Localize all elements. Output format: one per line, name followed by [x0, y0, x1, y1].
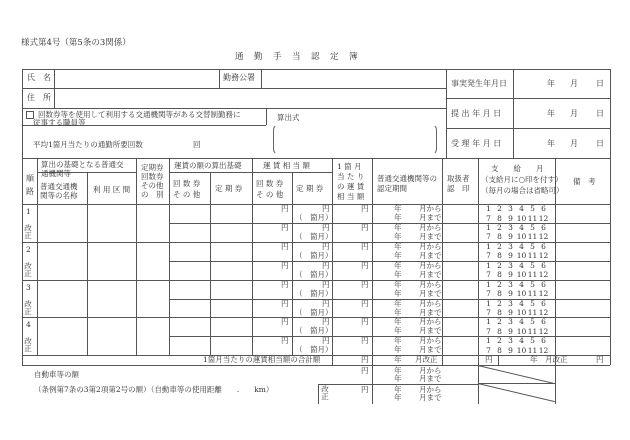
month-option[interactable]: 11: [527, 213, 538, 223]
car-year-to-1: 年: [394, 374, 402, 383]
fare-pass-cell[interactable]: [211, 299, 251, 318]
pay-month-selector[interactable]: [483, 317, 549, 336]
month-option[interactable]: 2: [497, 298, 502, 308]
office-field[interactable]: [262, 70, 445, 87]
receipt-date-label: 受 理 年 月 日: [451, 139, 502, 148]
row-label: 1: [26, 207, 31, 216]
equiv-pass-yen: 円: [322, 260, 330, 270]
fare-coupon-cell[interactable]: [170, 204, 210, 223]
month-option[interactable]: 12: [538, 270, 549, 280]
month-option[interactable]: 7: [486, 270, 491, 280]
col-handler-seal: 取扱者 認 印: [447, 174, 470, 193]
table-row: [22, 336, 610, 355]
month-option[interactable]: 4: [519, 222, 524, 232]
month-option[interactable]: 11: [527, 345, 538, 355]
month-option[interactable]: 5: [530, 317, 535, 327]
month-option[interactable]: 7: [486, 251, 491, 261]
col-ticket-type: 定期券 回数券 その他 の 別: [141, 163, 164, 199]
month-option[interactable]: 7: [486, 345, 491, 355]
equiv-coupon-yen: 円: [281, 241, 289, 251]
month-option[interactable]: 1: [486, 298, 491, 308]
fare-pass-cell[interactable]: [211, 336, 251, 355]
pay-month-selector[interactable]: [483, 280, 549, 299]
period-from: 月から: [419, 241, 442, 251]
table-row: [22, 299, 610, 318]
month-option[interactable]: 9: [508, 213, 513, 223]
fact-date-field[interactable]: 年 月 日: [547, 79, 604, 88]
month-option[interactable]: 12: [538, 345, 549, 355]
period-from: 月から: [419, 336, 442, 346]
month-option[interactable]: 3: [508, 279, 513, 289]
formula-field[interactable]: [273, 124, 437, 155]
car-year-from-2: 年: [394, 385, 402, 394]
equiv-coupon-yen: 円: [281, 222, 289, 232]
month-option[interactable]: 1: [486, 222, 491, 232]
month-option[interactable]: 8: [497, 213, 502, 223]
monthly-equiv-yen: 円: [361, 222, 369, 232]
total-yen: 円: [361, 355, 369, 364]
car-year-to-2: 年: [394, 393, 402, 402]
equiv-pass-yen: 円: [322, 279, 330, 289]
row-label: 改正: [23, 299, 33, 315]
period-from: 月から: [419, 279, 442, 289]
month-option[interactable]: 2: [497, 222, 502, 232]
period-year-from: 年: [394, 298, 402, 308]
car-to-2: 月まで: [419, 393, 442, 402]
equiv-pass-yen: 円: [322, 222, 330, 232]
form-number: 様式第4号（第5条の3関係）: [21, 38, 131, 48]
period-year-to: 年: [394, 326, 402, 336]
month-option[interactable]: 9: [508, 270, 513, 280]
month-option[interactable]: 6: [541, 222, 546, 232]
month-option[interactable]: 12: [538, 308, 549, 317]
receipt-date-field[interactable]: 年 月 日: [547, 139, 604, 148]
handler-seal-cell[interactable]: [443, 336, 478, 355]
period-year-from: 年: [394, 317, 402, 327]
equiv-pass-months: （ 箇月）: [295, 288, 333, 298]
equiv-pass-months: （ 箇月）: [295, 269, 333, 279]
period-to: 月まで: [419, 231, 442, 241]
car-from-1: 月から: [419, 366, 442, 375]
fare-coupon-cell[interactable]: [170, 280, 210, 299]
name-label: 氏 名: [27, 73, 51, 82]
car-year-from-1: 年: [394, 366, 402, 375]
month-option[interactable]: 10: [516, 326, 527, 336]
month-option[interactable]: 3: [508, 317, 513, 327]
page-title: 通 勤 手 当 認 定 簿: [235, 52, 359, 62]
month-option[interactable]: 1: [486, 279, 491, 289]
table-row: [22, 261, 610, 280]
pay-month-selector[interactable]: [483, 223, 549, 242]
equiv-pass-yen: 円: [322, 241, 330, 251]
month-option[interactable]: 5: [530, 222, 535, 232]
month-option[interactable]: 2: [497, 279, 502, 289]
total-pay-revised: 月改正: [545, 355, 568, 364]
total-label: 1箇月当たりの運賃相当額の合計額: [203, 355, 321, 364]
table-row: [22, 242, 610, 261]
period-year-to: 年: [394, 307, 402, 317]
col-pay-month-note1: （支給月に○印を付す）: [481, 175, 563, 184]
period-year-to: 年: [394, 345, 402, 355]
month-option[interactable]: 10: [516, 289, 527, 299]
col-route: 順 路: [26, 174, 34, 196]
handler-seal-cell[interactable]: [443, 261, 478, 280]
period-from: 月から: [419, 222, 442, 232]
month-option[interactable]: 8: [497, 251, 502, 261]
col-fare-pass: 定 期 券: [215, 184, 243, 193]
fact-date-label: 事実発生年月日: [451, 79, 507, 88]
total-pay-yen: 円: [485, 355, 493, 364]
car-yen-1: 円: [361, 366, 369, 375]
total-pay-year: 年: [530, 355, 538, 364]
equiv-pass-months: （ 箇月）: [295, 250, 333, 260]
period-from: 月から: [419, 204, 442, 213]
month-option[interactable]: 1: [486, 241, 491, 251]
monthly-equiv-yen: 円: [361, 317, 369, 327]
monthly-equiv-yen: 円: [361, 298, 369, 308]
fare-pass-cell[interactable]: [211, 242, 251, 261]
month-option[interactable]: 2: [497, 317, 502, 327]
month-option[interactable]: 2: [497, 204, 502, 213]
col-approval-period: 普通交通機関等の 認定期間: [377, 174, 437, 193]
month-option[interactable]: 12: [538, 213, 549, 223]
period-year-to: 年: [394, 288, 402, 298]
name-field[interactable]: [55, 70, 218, 87]
pay-month-selector[interactable]: [483, 261, 549, 280]
submit-date-label: 提 出 年 月 日: [451, 109, 502, 118]
equiv-coupon-yen: 円: [281, 204, 289, 213]
month-option[interactable]: 6: [541, 279, 546, 289]
monthly-equiv-yen: 円: [361, 279, 369, 289]
period-year-to: 年: [394, 269, 402, 279]
month-option[interactable]: 8: [497, 345, 502, 355]
car-yen-2: 円: [361, 385, 369, 394]
period-year-to: 年: [394, 213, 402, 222]
month-option[interactable]: 9: [508, 251, 513, 261]
fare-pass-cell[interactable]: [211, 261, 251, 280]
month-option[interactable]: 12: [538, 232, 549, 242]
equiv-pass-yen: 円: [322, 204, 330, 213]
avg-trips-label: 平均1箇月当たりの通勤所要回数: [33, 140, 143, 149]
equiv-coupon-yen: 円: [281, 336, 289, 346]
car-revised-label: 改正: [320, 385, 330, 400]
period-to: 月まで: [419, 269, 442, 279]
month-option[interactable]: 5: [530, 298, 535, 308]
table-row: [22, 280, 610, 299]
table-row: [22, 223, 610, 242]
month-option[interactable]: 4: [519, 317, 524, 327]
col-fare-equiv: 運 賃 相 当 額: [263, 161, 311, 170]
month-option[interactable]: 10: [516, 213, 527, 223]
month-option[interactable]: 12: [538, 326, 549, 336]
avg-trips-unit: 回: [193, 140, 201, 149]
month-option[interactable]: 9: [508, 326, 513, 336]
row-label: 改正: [23, 223, 33, 239]
col-pay-month: 支 給 月: [491, 164, 544, 173]
pay-month-selector[interactable]: [483, 204, 549, 223]
fare-coupon-cell[interactable]: [170, 242, 210, 261]
equiv-coupon-yen: 円: [281, 279, 289, 289]
month-option[interactable]: 7: [486, 289, 491, 299]
month-option[interactable]: 4: [519, 279, 524, 289]
month-option[interactable]: 9: [508, 345, 513, 355]
month-option[interactable]: 10: [516, 270, 527, 280]
period-to: 月まで: [419, 345, 442, 355]
handler-seal-cell[interactable]: [443, 223, 478, 242]
month-option[interactable]: 6: [541, 241, 546, 251]
month-option[interactable]: 11: [527, 308, 538, 317]
month-option[interactable]: 3: [508, 204, 513, 213]
total-revised: 月改正: [415, 355, 438, 364]
period-year-from: 年: [394, 241, 402, 251]
month-option[interactable]: 10: [516, 308, 527, 317]
month-option[interactable]: 6: [541, 298, 546, 308]
month-option[interactable]: 11: [527, 326, 538, 336]
col-transport-basis: 算出の基礎となる普通交 通機関等: [41, 160, 124, 178]
period-year-to: 年: [394, 231, 402, 241]
month-option[interactable]: 3: [508, 241, 513, 251]
period-year-from: 年: [394, 279, 402, 289]
period-to: 月まで: [419, 288, 442, 298]
month-option[interactable]: 11: [527, 251, 538, 261]
month-option[interactable]: 11: [527, 232, 538, 242]
col-section: 利 用 区 間: [93, 185, 131, 194]
col-fare-basis: 運賃の額の算出基礎: [174, 161, 242, 170]
period-year-from: 年: [394, 260, 402, 270]
equiv-pass-months: （ 箇月）: [295, 213, 333, 222]
month-option[interactable]: 3: [508, 222, 513, 232]
month-option[interactable]: 5: [530, 336, 535, 346]
fare-pass-cell[interactable]: [211, 317, 251, 336]
handler-seal-cell[interactable]: [443, 280, 478, 299]
month-option[interactable]: 10: [516, 345, 527, 355]
equiv-pass-yen: 円: [322, 317, 330, 327]
month-option[interactable]: 4: [519, 336, 524, 346]
month-option[interactable]: 5: [530, 279, 535, 289]
shift-checkbox-label: 回数券等を使用して利用する交通機関等がある交替制勤務に: [38, 110, 241, 119]
month-option[interactable]: 11: [527, 289, 538, 299]
month-option[interactable]: 3: [508, 336, 513, 346]
fare-pass-cell[interactable]: [211, 223, 251, 242]
fare-pass-cell[interactable]: [211, 204, 251, 223]
month-option[interactable]: 7: [486, 308, 491, 317]
equiv-coupon-yen: 円: [281, 317, 289, 327]
fare-coupon-cell[interactable]: [170, 223, 210, 242]
handler-seal-cell[interactable]: [443, 317, 478, 336]
fare-coupon-cell[interactable]: [170, 261, 210, 280]
period-to: 月まで: [419, 250, 442, 260]
month-option[interactable]: 8: [497, 308, 502, 317]
fare-coupon-cell[interactable]: [170, 299, 210, 318]
month-option[interactable]: 4: [519, 204, 524, 213]
monthly-equiv-yen: 円: [361, 260, 369, 270]
month-option[interactable]: 10: [516, 251, 527, 261]
col-monthly-equiv: 1 箇 月 当 た り の 運 賃 相 当 額: [337, 162, 365, 201]
monthly-equiv-yen: 円: [361, 336, 369, 346]
address-label: 住 所: [27, 93, 51, 102]
month-option[interactable]: 2: [497, 336, 502, 346]
month-option[interactable]: 9: [508, 308, 513, 317]
col-equiv-coupon: 回 数 券 そ の 他: [256, 179, 284, 199]
period-from: 月から: [419, 298, 442, 308]
month-option[interactable]: 2: [497, 241, 502, 251]
month-option[interactable]: 1: [486, 204, 491, 213]
address-field[interactable]: [55, 89, 445, 107]
month-option[interactable]: 11: [527, 270, 538, 280]
period-year-from: 年: [394, 222, 402, 232]
total-year: 年: [394, 355, 402, 364]
month-option[interactable]: 10: [516, 232, 527, 242]
period-to: 月まで: [419, 213, 442, 222]
handler-seal-cell[interactable]: [443, 204, 478, 223]
total-remarks-yen: 円: [596, 355, 604, 364]
col-equiv-pass: 定 期 券: [296, 184, 324, 193]
row-label: 2: [26, 244, 31, 254]
monthly-equiv-yen: 円: [361, 241, 369, 251]
row-label: 3: [26, 282, 31, 292]
month-option[interactable]: 9: [508, 232, 513, 242]
equiv-pass-yen: 円: [322, 336, 330, 346]
table-row: [22, 317, 610, 336]
month-option[interactable]: 1: [486, 336, 491, 346]
equiv-pass-months: （ 箇月）: [295, 345, 333, 355]
month-option[interactable]: 8: [497, 289, 502, 299]
month-option[interactable]: 9: [508, 289, 513, 299]
table-row: [22, 204, 610, 223]
period-year-to: 年: [394, 250, 402, 260]
row-label: 改正: [23, 261, 33, 277]
pay-month-selector[interactable]: [483, 336, 549, 355]
month-option[interactable]: 1: [486, 260, 491, 270]
month-option[interactable]: 6: [541, 260, 546, 270]
month-option[interactable]: 8: [497, 270, 502, 280]
fare-pass-cell[interactable]: [211, 280, 251, 299]
equiv-pass-months: （ 箇月）: [295, 307, 333, 317]
month-option[interactable]: 5: [530, 204, 535, 213]
pay-month-selector[interactable]: [483, 242, 549, 261]
shift-checkbox-label-2: 従事する職員等: [33, 118, 86, 127]
car-from-2: 月から: [419, 385, 442, 394]
col-pay-month-note2: （毎月の場合は省略可）: [481, 186, 564, 195]
month-option[interactable]: 6: [541, 336, 546, 346]
month-option[interactable]: 7: [486, 326, 491, 336]
monthly-equiv-yen: 円: [361, 204, 369, 213]
equiv-coupon-yen: 円: [281, 298, 289, 308]
fare-coupon-cell[interactable]: [170, 317, 210, 336]
month-option[interactable]: 1: [486, 317, 491, 327]
period-year-from: 年: [394, 204, 402, 213]
equiv-coupon-yen: 円: [281, 260, 289, 270]
period-from: 月から: [419, 317, 442, 327]
month-option[interactable]: 4: [519, 298, 524, 308]
month-option[interactable]: 3: [508, 298, 513, 308]
month-option[interactable]: 5: [530, 260, 535, 270]
formula-label: 算出式: [277, 113, 300, 122]
month-option[interactable]: 8: [497, 232, 502, 242]
month-option[interactable]: 7: [486, 213, 491, 223]
period-from: 月から: [419, 260, 442, 270]
row-label: 4: [26, 320, 31, 330]
month-option[interactable]: 12: [538, 251, 549, 261]
handler-seal-cell[interactable]: [443, 299, 478, 318]
col-fare-coupon: 回 数 券 そ の 他: [173, 179, 201, 199]
car-detail: （条例第7条の3第2項第2号の額）（自動車等の使用距離 . km）: [34, 385, 274, 394]
month-option[interactable]: 3: [508, 260, 513, 270]
equiv-pass-months: （ 箇月）: [295, 326, 333, 336]
car-label: 自動車等の額: [34, 370, 79, 379]
month-option[interactable]: 4: [519, 260, 524, 270]
handler-seal-cell[interactable]: [443, 242, 478, 261]
row-label: 改正: [23, 337, 33, 353]
period-to: 月まで: [419, 307, 442, 317]
submit-date-field[interactable]: 年 月 日: [547, 109, 604, 118]
month-option[interactable]: 4: [519, 241, 524, 251]
month-option[interactable]: 5: [530, 241, 535, 251]
equiv-pass-months: （ 箇月）: [295, 231, 333, 241]
equiv-pass-yen: 円: [322, 298, 330, 308]
col-transport-name: 普通交通機 関等の名称: [40, 182, 78, 200]
fare-coupon-cell[interactable]: [170, 336, 210, 355]
month-option[interactable]: 6: [541, 204, 546, 213]
month-option[interactable]: 12: [538, 289, 549, 299]
month-option[interactable]: 8: [497, 326, 502, 336]
pay-month-selector[interactable]: [483, 299, 549, 318]
office-label: 勤務公署: [223, 73, 255, 82]
period-to: 月まで: [419, 326, 442, 336]
period-year-from: 年: [394, 336, 402, 346]
month-option[interactable]: 6: [541, 317, 546, 327]
car-to-1: 月まで: [419, 374, 442, 383]
month-option[interactable]: 2: [497, 260, 502, 270]
month-option[interactable]: 7: [486, 232, 491, 242]
col-remarks: 備 考: [573, 177, 596, 186]
